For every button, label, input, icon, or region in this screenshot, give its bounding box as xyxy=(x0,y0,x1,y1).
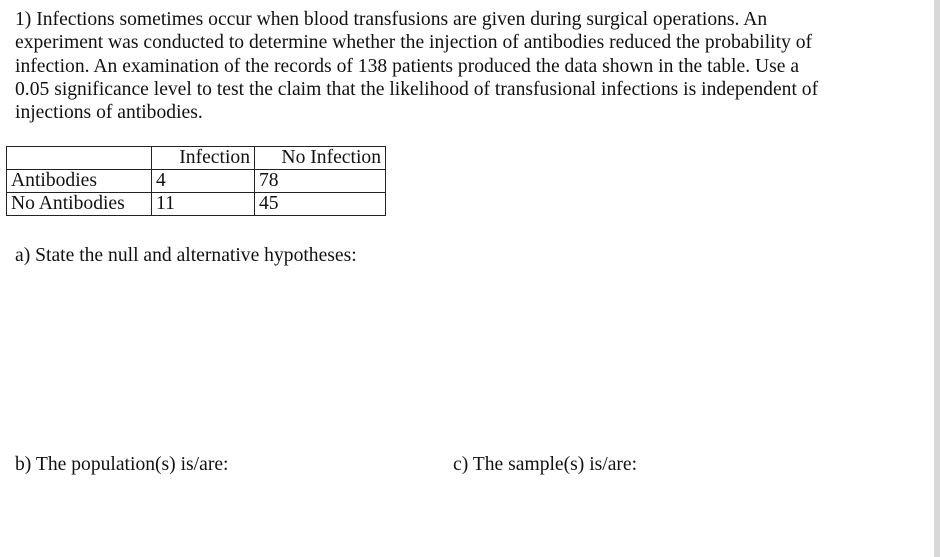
table-header-cell xyxy=(7,147,152,170)
problem-statement xyxy=(15,8,855,124)
table-row-label: No Antibodies xyxy=(7,193,152,216)
table-row xyxy=(7,170,386,193)
question-a: a) State the null and alternative hypotheses: xyxy=(15,245,357,266)
table-row xyxy=(7,193,386,216)
table-cell: 78 xyxy=(255,170,386,193)
table-header-cell: No Infection xyxy=(255,147,386,170)
table-cell: 4 xyxy=(152,170,255,193)
problem-line: injections of antibodies. xyxy=(15,102,203,124)
table-cell: 11 xyxy=(152,193,255,216)
table-header-row xyxy=(7,147,386,170)
problem-line: experiment was conducted to determine whether the injection of antibodies reduced the probability of xyxy=(15,32,813,54)
table-header-cell: Infection xyxy=(152,147,255,170)
question-c: c) The sample(s) is/are: xyxy=(453,454,638,475)
table-cell: 45 xyxy=(255,193,386,216)
page-edge-divider xyxy=(934,0,940,557)
problem-line: 1) Infections sometimes occur when blood transfusions are given during surgical operations. An xyxy=(15,9,768,30)
problem-line: 0.05 significance level to test the claim that the likelihood of transfusional infections is independent of xyxy=(15,78,819,100)
question-b: b) The population(s) is/are: xyxy=(15,454,229,475)
problem-line: infection. An examination of the records of 138 patients produced the data shown in the table. Use a xyxy=(15,55,800,77)
table-row-label: Antibodies xyxy=(7,170,152,193)
contingency-table xyxy=(6,146,386,216)
